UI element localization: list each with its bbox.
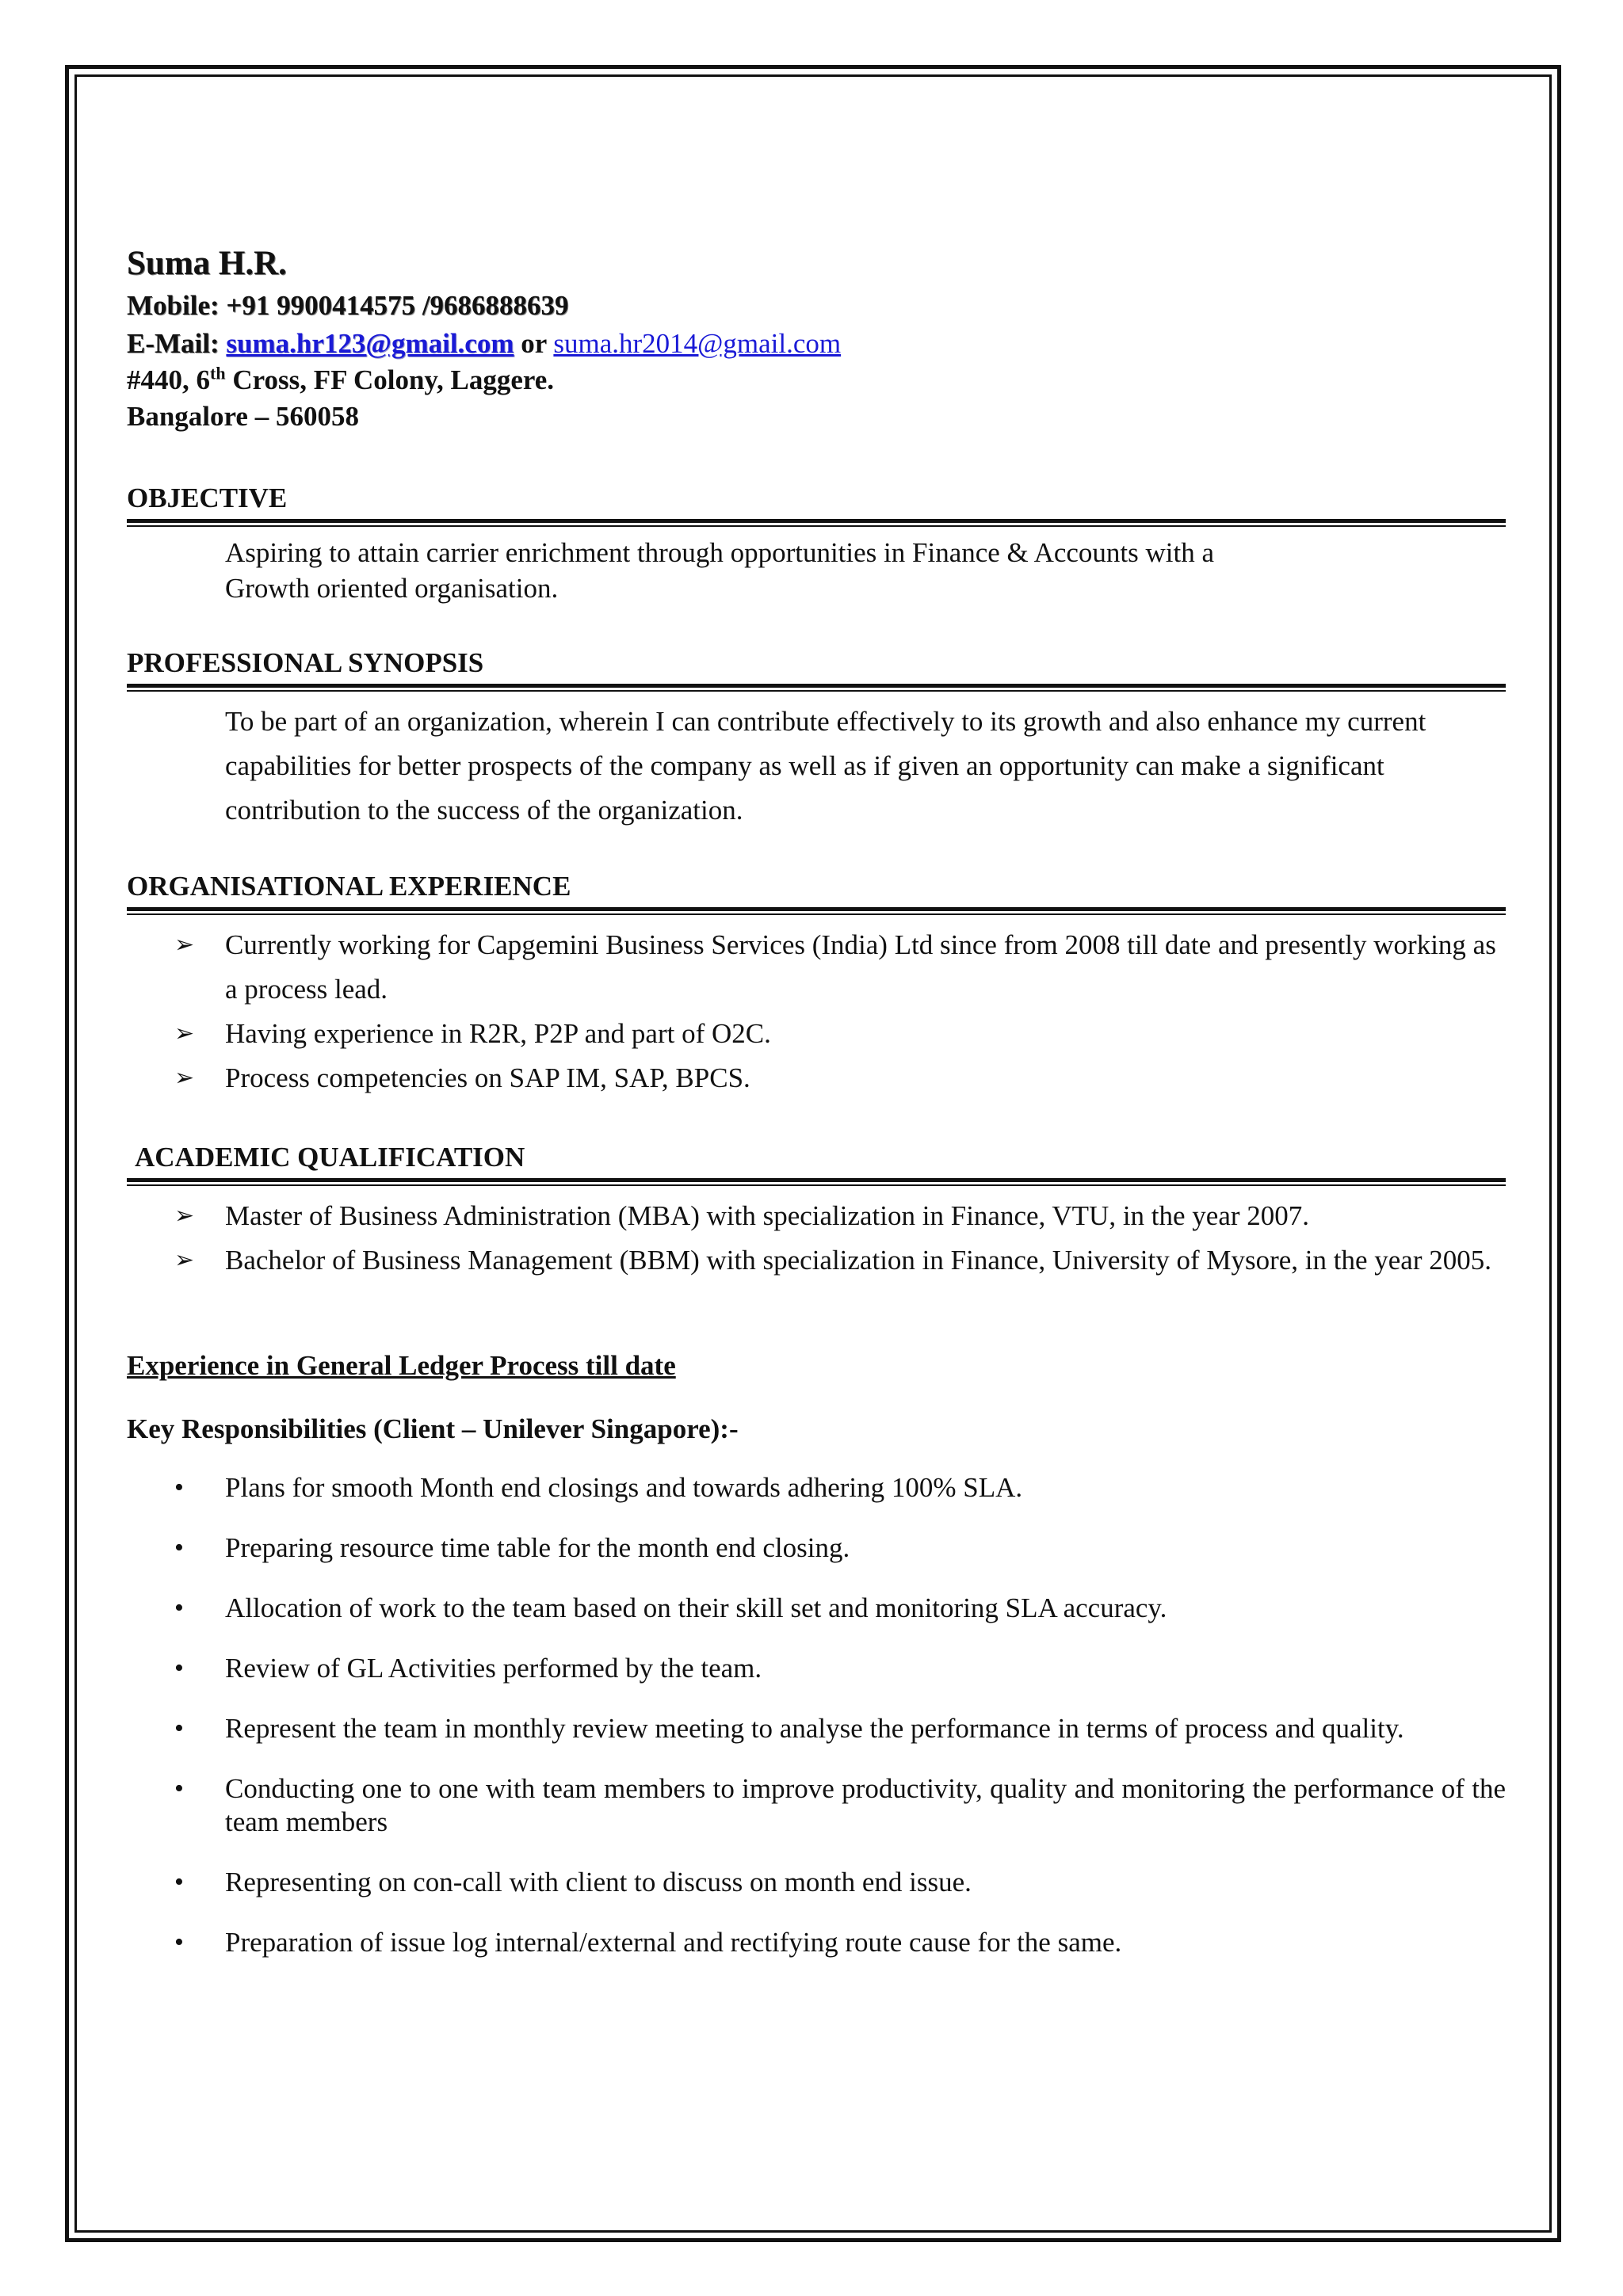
experience-title: ORGANISATIONAL EXPERIENCE xyxy=(127,871,571,902)
candidate-name: Suma H.R. xyxy=(127,245,287,282)
list-item-text: Master of Business Administration (MBA) with specialization in Finance, VTU, in the year 2007. xyxy=(225,1200,1310,1231)
synopsis-title: PROFESSIONAL SYNOPSIS xyxy=(127,647,484,678)
arrow-bullet-icon: ➢ xyxy=(174,931,195,959)
list-item xyxy=(127,1056,1506,1100)
list-item xyxy=(127,923,1506,1012)
academic-section xyxy=(127,1140,1506,1283)
gl-heading: Experience in General Ledger Process till date xyxy=(127,1350,676,1381)
address-line xyxy=(127,362,1506,399)
address-superscript: th xyxy=(210,363,226,383)
synopsis-text: To be part of an organization, wherein I can contribute effectively to its growth and also enhance my current capabilities for better prospects of the company as well as if given an opportunity can make a significant contribution to the success of the organization. xyxy=(225,706,1426,826)
objective-section xyxy=(127,481,1506,606)
list-item-text: Preparation of issue log internal/external and rectifying route cause for the same. xyxy=(225,1927,1122,1958)
bullet-icon: • xyxy=(174,1473,184,1502)
section-divider xyxy=(127,1178,1506,1186)
list-item xyxy=(127,1238,1506,1283)
bullet-icon: • xyxy=(174,1928,184,1957)
experience-section xyxy=(127,869,1506,1100)
experience-list xyxy=(127,923,1506,1100)
email-line xyxy=(127,326,1506,362)
address-prefix: #440, 6 xyxy=(127,364,210,395)
bullet-icon: • xyxy=(174,1867,184,1897)
list-item xyxy=(127,1592,1506,1625)
arrow-bullet-icon: ➢ xyxy=(174,1202,195,1230)
key-responsibilities-heading: Key Responsibilities (Client – Unilever Singapore):- xyxy=(127,1413,739,1444)
city-line: Bangalore – 560058 xyxy=(127,401,359,432)
list-item-text: Conducting one to one with team members to improve productivity, quality and monitoring the performance of the team members xyxy=(225,1773,1506,1837)
list-item xyxy=(127,1866,1506,1899)
objective-title: OBJECTIVE xyxy=(127,482,288,513)
list-item-text: Preparing resource time table for the month end closing. xyxy=(225,1532,850,1563)
list-item-text: Bachelor of Business Management (BBM) with specialization in Finance, University of Mysore, in the year 2005. xyxy=(225,1245,1491,1276)
bullet-icon: • xyxy=(174,1653,184,1683)
section-divider xyxy=(127,519,1506,527)
list-item xyxy=(127,1012,1506,1056)
email-secondary-link[interactable]: suma.hr2014@gmail.com xyxy=(553,328,842,359)
list-item-text: Plans for smooth Month end closings and towards adhering 100% SLA. xyxy=(225,1472,1023,1503)
list-item xyxy=(127,1652,1506,1685)
list-item xyxy=(127,1531,1506,1565)
responsibilities-list xyxy=(127,1471,1506,1959)
bullet-icon: • xyxy=(174,1714,184,1743)
email-label: E-Mail: xyxy=(127,328,220,359)
objective-line-1: Aspiring to attain carrier enrichment through opportunities in Finance & Accounts with a xyxy=(225,537,1215,568)
resume-content xyxy=(127,242,1506,1986)
list-item-text: Currently working for Capgemini Business Services (India) Ltd since from 2008 till date and presently working as a process lead. xyxy=(225,929,1496,1005)
arrow-bullet-icon: ➢ xyxy=(174,1064,195,1092)
list-item xyxy=(127,1712,1506,1745)
synopsis-section xyxy=(127,646,1506,833)
list-item xyxy=(127,1926,1506,1959)
mobile-label: Mobile: xyxy=(127,290,220,321)
list-item-text: Review of GL Activities performed by the team. xyxy=(225,1653,762,1684)
list-item-text: Process competencies on SAP IM, SAP, BPCS. xyxy=(225,1062,750,1093)
list-item xyxy=(127,1194,1506,1238)
list-item-text: Having experience in R2R, P2P and part of O2C. xyxy=(225,1018,771,1049)
bullet-icon: • xyxy=(174,1533,184,1562)
academic-list xyxy=(127,1194,1506,1283)
contact-header xyxy=(127,242,1506,435)
mobile-value: +91 9900414575 /9686888639 xyxy=(226,290,569,321)
arrow-bullet-icon: ➢ xyxy=(174,1020,195,1047)
list-item-text: Representing on con-call with client to discuss on month end issue. xyxy=(225,1867,972,1897)
list-item-text: Allocation of work to the team based on their skill set and monitoring SLA accuracy. xyxy=(225,1592,1167,1623)
section-divider xyxy=(127,907,1506,915)
address-suffix: Cross, FF Colony, Laggere. xyxy=(225,364,555,395)
list-item-text: Represent the team in monthly review meeting to analyse the performance in terms of process and quality. xyxy=(225,1713,1404,1744)
objective-line-2: Growth oriented organisation. xyxy=(225,573,559,604)
arrow-bullet-icon: ➢ xyxy=(174,1246,195,1274)
mobile-line xyxy=(127,286,1506,326)
email-separator: or xyxy=(521,328,547,359)
list-item xyxy=(127,1471,1506,1505)
bullet-icon: • xyxy=(174,1774,184,1803)
email-primary-link[interactable]: suma.hr123@gmail.com xyxy=(226,328,514,359)
bullet-icon: • xyxy=(174,1593,184,1623)
section-divider xyxy=(127,684,1506,692)
list-item xyxy=(127,1772,1506,1839)
academic-title: ACADEMIC QUALIFICATION xyxy=(135,1142,525,1173)
